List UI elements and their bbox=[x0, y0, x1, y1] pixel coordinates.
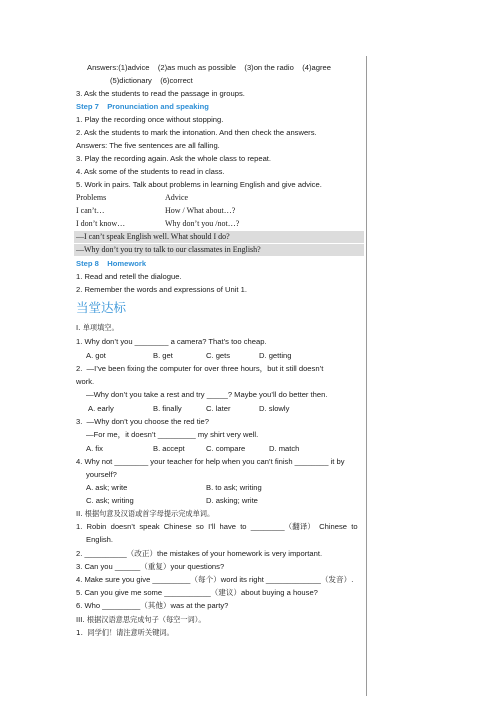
step7-item: 5. Work in pairs. Talk about problems in learning English and give advice. bbox=[76, 180, 322, 189]
answers-line-1: Answers:(1)advice (2)as much as possible (3)on the radio (4)agree bbox=[87, 63, 331, 72]
part2-title: II. 根据句意及汉语或首字母提示完成单词。 bbox=[76, 509, 215, 518]
step6-item-3: 3. Ask the students to read the passage in groups. bbox=[76, 89, 245, 98]
q4-option: D. asking; write bbox=[206, 496, 258, 505]
part2-question-3: 3. Can you ______（重复）your questions? bbox=[76, 562, 225, 571]
dialogue-line: —I can’t speak English well. What should I do? bbox=[76, 232, 230, 241]
section-title: 当堂达标 bbox=[76, 301, 127, 315]
part2-question-4: 4. Make sure you give _________（每个）word its right _____________（发音）. bbox=[76, 575, 354, 584]
step7-title: Step 7 Pronunciation and speaking bbox=[76, 102, 209, 111]
question-2-line-3: —Why don’t you take a rest and try _____? Maybe you’ll do better then. bbox=[86, 390, 328, 399]
q2-option: D. slowly bbox=[259, 404, 290, 413]
dialogue-line: —Why don’t you try to talk to our classmates in English? bbox=[76, 245, 261, 254]
q1-option: B. get bbox=[153, 351, 173, 360]
q4-option: C. ask; writing bbox=[86, 496, 134, 505]
q1-option: C. gets bbox=[206, 351, 231, 360]
part2-question-1-line-2: English. bbox=[86, 535, 114, 544]
q3-option: B. accept bbox=[153, 444, 185, 453]
step7-item: Answers: The five sentences are all falling. bbox=[76, 141, 220, 150]
step8-title: Step 8 Homework bbox=[76, 259, 147, 268]
q3-option: A. fix bbox=[86, 444, 103, 453]
q1-option: D. getting bbox=[259, 351, 292, 360]
q4-option: A. ask; write bbox=[86, 483, 128, 492]
part2-question-2: 2. __________（改正）the mistakes of your homework is very important. bbox=[76, 549, 323, 558]
q1-option: A. got bbox=[86, 351, 106, 360]
part3-question-1: 1. 同学们！请注意听关键词。 bbox=[76, 628, 174, 637]
step7-item: 1. Play the recording once without stopping. bbox=[76, 115, 224, 124]
q3-option: D. match bbox=[269, 444, 300, 453]
table-header-problems: Problems bbox=[76, 193, 107, 202]
question-3-line-2: —For me，it doesn’t _________ my shirt very well. bbox=[86, 430, 259, 439]
step8-item: 1. Read and retell the dialogue. bbox=[76, 272, 182, 281]
step7-item: 3. Play the recording again. Ask the whole class to repeat. bbox=[76, 154, 272, 163]
table-header-advice: Advice bbox=[165, 193, 189, 202]
step8-item: 2. Remember the words and expressions of Unit 1. bbox=[76, 285, 247, 294]
q2-option: A. early bbox=[88, 404, 114, 413]
table-row1-problem: I can’t… bbox=[76, 206, 105, 215]
answers-line-2: (5)dictionary (6)correct bbox=[110, 76, 193, 85]
part2-question-1-line-1: 1. Robin doesn’t speak Chinese so I’ll have to ________（翻译） Chinese to bbox=[76, 522, 358, 531]
part1-title: I. 单项填空。 bbox=[76, 323, 119, 332]
table-row2-problem: I don’t know… bbox=[76, 219, 126, 228]
part2-question-5: 5. Can you give me some ___________（建议）about buying a house? bbox=[76, 588, 318, 597]
table-row1-advice: How / What about…? bbox=[165, 206, 236, 215]
q2-option: C. later bbox=[206, 404, 231, 413]
part3-title: III. 根据汉语意思完成句子（每空一词）。 bbox=[76, 615, 206, 624]
margin-rule bbox=[366, 56, 367, 696]
question-4-line-2: yourself? bbox=[86, 470, 117, 479]
step7-item: 2. Ask the students to mark the intonation. And then check the answers. bbox=[76, 128, 317, 137]
question-1: 1. Why don’t you ________ a camera? That’s too cheap. bbox=[76, 337, 267, 346]
q4-option: B. to ask; writing bbox=[206, 483, 262, 492]
question-3-line-1: 3. —Why don’t you choose the red tie? bbox=[76, 417, 209, 426]
q3-option: C. compare bbox=[206, 444, 246, 453]
q2-option: B. finally bbox=[153, 404, 182, 413]
part2-question-6: 6. Who _________（其他）was at the party? bbox=[76, 601, 229, 610]
question-4-line-1: 4. Why not ________ your teacher for help when you can’t finish ________ it by bbox=[76, 457, 345, 466]
table-row2-advice: Why don’t you /not…? bbox=[165, 219, 240, 228]
question-2-line-1: 2. —I’ve been fixing the computer for over three hours，but it still doesn’t bbox=[76, 364, 324, 373]
question-2-line-2: work. bbox=[76, 377, 95, 386]
step7-item: 4. Ask some of the students to read in class. bbox=[76, 167, 225, 176]
